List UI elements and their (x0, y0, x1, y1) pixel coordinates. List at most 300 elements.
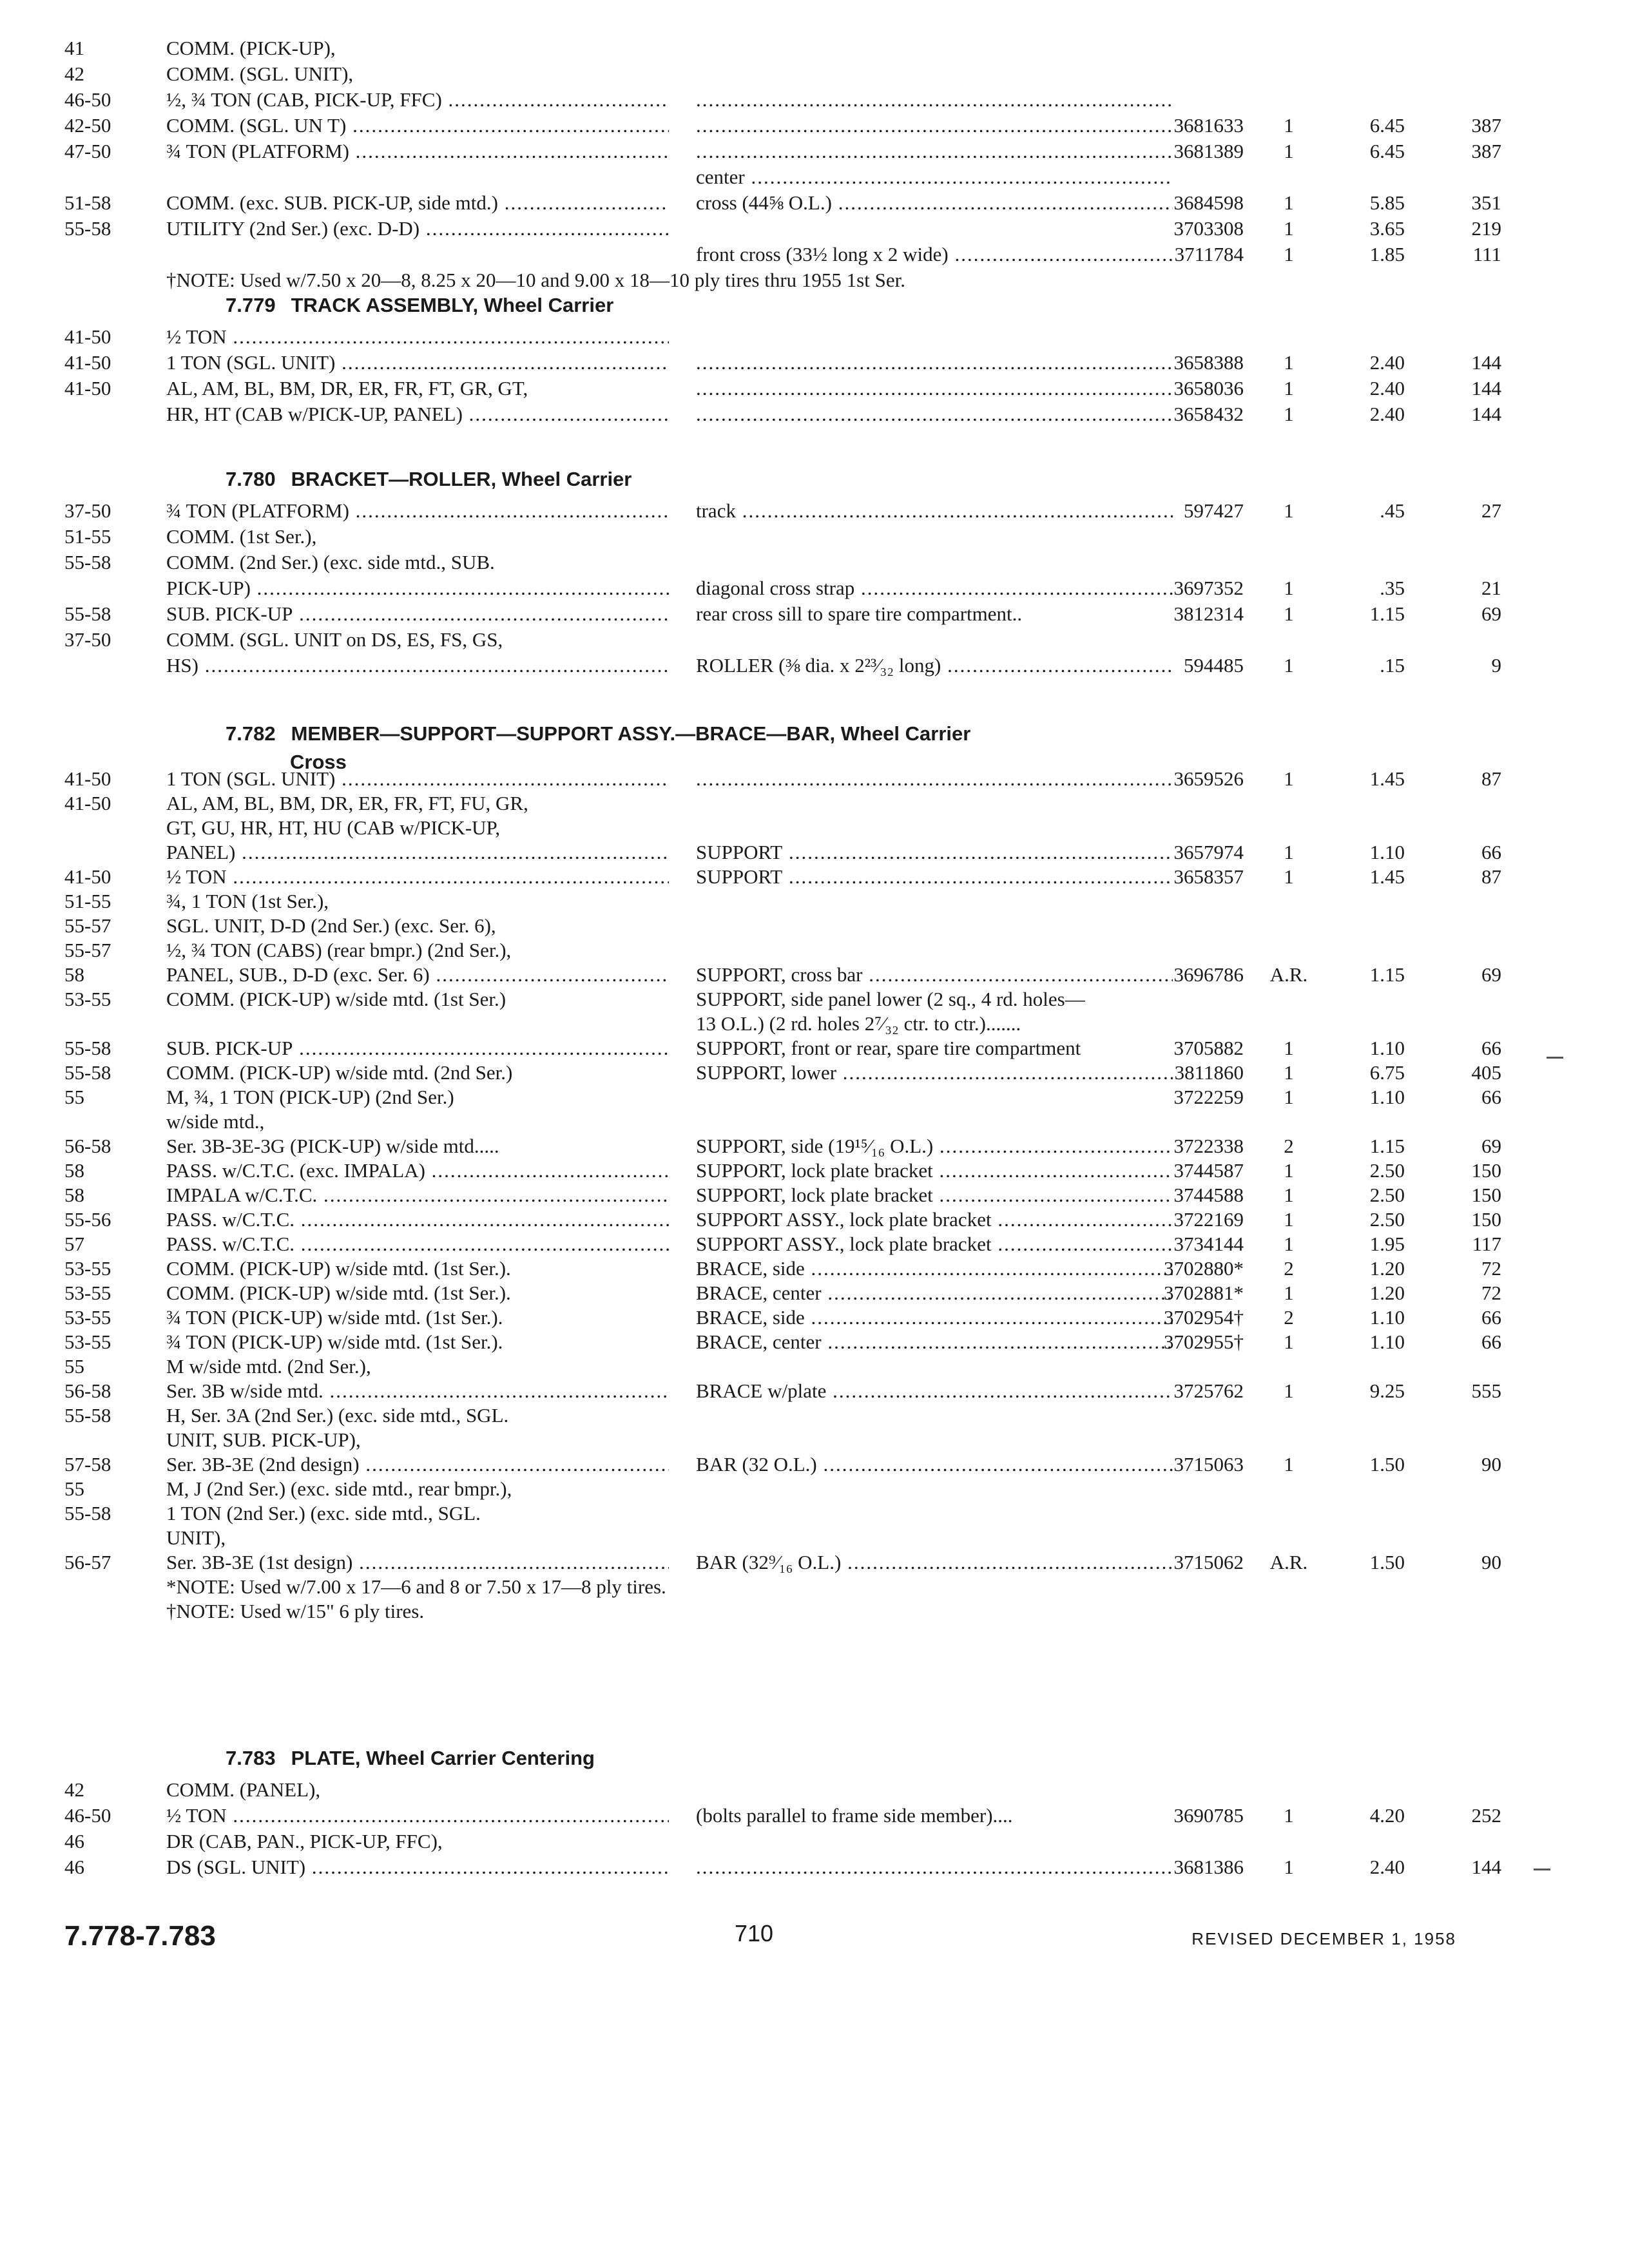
model-years (64, 524, 161, 550)
application-text: M w/side mtd. (2nd Ser.), (166, 1355, 371, 1378)
part-description (696, 1550, 1173, 1575)
price (1424, 1803, 1501, 1829)
price-text: 252 (1471, 1804, 1501, 1827)
quantity (1263, 1256, 1315, 1281)
price (1424, 575, 1501, 601)
price-text: 405 (1471, 1061, 1501, 1084)
part-row (64, 1330, 1501, 1354)
quantity (1263, 1232, 1315, 1256)
weight-text: 9.25 (1369, 1379, 1405, 1402)
application-text: COMM. (PICK-UP) w/side mtd. (1st Ser.). (166, 1282, 511, 1304)
price-text: 87 (1481, 865, 1501, 888)
weight-text: 1.10 (1369, 841, 1405, 863)
model-years (64, 1452, 161, 1477)
quantity-text: 1 (1284, 1282, 1294, 1304)
model-years-text: 51-55 (64, 525, 111, 548)
application-text: Ser. 3B-3E-3G (PICK-UP) w/side mtd..... (166, 1135, 499, 1157)
part-number-text: 3690785 (1173, 1804, 1244, 1827)
application-text: AL, AM, BL, BM, DR, ER, FR, FT, FU, GR, (166, 792, 528, 814)
part-row (64, 35, 1495, 61)
model-years-text: 55-57 (64, 914, 111, 937)
price-text: 87 (1481, 767, 1501, 790)
quantity-text: 1 (1284, 1331, 1294, 1353)
part-description (696, 164, 1173, 190)
model-years-text: 53-55 (64, 1306, 111, 1329)
part-description (696, 987, 1173, 1012)
model-years-text: 42-50 (64, 114, 111, 137)
part-row (64, 1477, 1495, 1501)
part-number (1121, 575, 1244, 601)
price-text: 90 (1481, 1551, 1501, 1573)
part-description (696, 1207, 1173, 1232)
leader-dots (335, 351, 669, 374)
price-text: 144 (1471, 403, 1501, 425)
part-row (64, 401, 1501, 427)
model-years (64, 550, 161, 575)
price (1424, 865, 1501, 889)
section-number: 7.779 (226, 294, 276, 316)
model-years-text: 57-58 (64, 1453, 111, 1475)
part-row (64, 1354, 1495, 1379)
part-number (1121, 139, 1244, 164)
application (166, 190, 669, 216)
application (166, 575, 669, 601)
leader-dots (198, 654, 669, 677)
part-row (64, 889, 1495, 914)
quantity (1263, 1854, 1315, 1880)
leader-dots (696, 377, 1173, 399)
price (1424, 1550, 1501, 1575)
model-years-text: 41-50 (64, 767, 111, 790)
quantity (1263, 216, 1315, 242)
part-description (696, 1232, 1173, 1256)
part-description (696, 1134, 1173, 1158)
quantity-text: 1 (1284, 1086, 1294, 1108)
part-description-text: SUPPORT, side panel lower (2 sq., 4 rd. holes— (696, 988, 1085, 1010)
quantity (1263, 601, 1315, 627)
part-row (64, 653, 1501, 678)
application (166, 498, 669, 524)
quantity (1263, 498, 1315, 524)
application (166, 401, 669, 427)
model-years (64, 61, 161, 87)
part-row (64, 139, 1501, 164)
quantity (1263, 1207, 1315, 1232)
part-number-text: 3705882 (1173, 1037, 1244, 1059)
part-description (696, 1452, 1173, 1477)
model-years-text: 41-50 (64, 377, 111, 399)
revised-date: REVISED DECEMBER 1, 1958 (1191, 1929, 1456, 1948)
leader-dots (817, 1453, 1173, 1475)
section-range: 7.778-7.783 (64, 1920, 216, 1952)
part-number-text: 3722259 (1173, 1086, 1244, 1108)
quantity-text: 1 (1284, 499, 1294, 522)
quantity (1263, 242, 1315, 267)
section-header (64, 287, 1495, 324)
quantity-text: 1 (1284, 1379, 1294, 1402)
part-description-text: BAR (32⁹⁄₁₆ O.L.) (696, 1551, 842, 1573)
model-years-text: 55-58 (64, 1502, 111, 1524)
model-years (64, 1330, 161, 1354)
model-years-text: 51-58 (64, 191, 111, 214)
price (1424, 1036, 1501, 1061)
leader-dots (430, 963, 669, 986)
application-text: 1 TON (2nd Ser.) (exc. side mtd., SGL. (166, 1502, 481, 1524)
part-row (64, 1036, 1501, 1061)
part-number-text: 3681389 (1173, 140, 1244, 162)
leader-dots (227, 325, 669, 348)
application-text: H, Ser. 3A (2nd Ser.) (exc. side mtd., SGL. (166, 1404, 509, 1427)
quantity (1263, 840, 1315, 865)
price-text: 117 (1472, 1233, 1501, 1255)
application-text: PASS. w/C.T.C. (exc. IMPALA) (166, 1159, 425, 1182)
part-number (1121, 1036, 1244, 1061)
weight (1334, 1061, 1405, 1085)
application-text: ¾, 1 TON (1st Ser.), (166, 890, 329, 912)
price-text: 66 (1481, 1306, 1501, 1329)
application (166, 1803, 669, 1829)
leader-dots (822, 1282, 1173, 1304)
price (1424, 498, 1501, 524)
application-text: w/side mtd., (166, 1110, 265, 1133)
part-number (1121, 1232, 1244, 1256)
model-years-text: 53-55 (64, 1282, 111, 1304)
model-years-text: 55-58 (64, 1404, 111, 1427)
model-years (64, 1158, 161, 1183)
model-years (64, 1854, 161, 1880)
part-description-text: SUPPORT, lock plate bracket (696, 1159, 933, 1182)
part-description (696, 1379, 1173, 1403)
quantity (1263, 1061, 1315, 1085)
part-number (1121, 1281, 1244, 1305)
model-years-text: 55-56 (64, 1208, 111, 1231)
leader-dots (696, 351, 1173, 374)
model-years (64, 87, 161, 113)
part-row (64, 1452, 1501, 1477)
part-description-text: center (696, 166, 745, 188)
quantity-text: 1 (1284, 577, 1294, 599)
model-years (64, 1777, 161, 1803)
leader-dots (425, 1159, 669, 1182)
quantity-text: 1 (1284, 114, 1294, 137)
weight (1334, 840, 1405, 865)
weight (1334, 1854, 1405, 1880)
weight-text: 1.50 (1369, 1551, 1405, 1573)
part-number-text: 3658388 (1173, 351, 1244, 374)
weight-text: 1.45 (1369, 865, 1405, 888)
weight (1334, 139, 1405, 164)
application (166, 1777, 669, 1803)
part-description (696, 575, 1173, 601)
weight-text: 2.50 (1369, 1208, 1405, 1231)
quantity-text: 2 (1284, 1306, 1294, 1329)
part-row (64, 865, 1501, 889)
application-text: ¾ TON (PLATFORM) (166, 140, 349, 162)
leader-dots (805, 1306, 1173, 1329)
part-description (696, 1012, 1173, 1036)
price (1424, 601, 1501, 627)
application-text: M, ¾, 1 TON (PICK-UP) (2nd Ser.) (166, 1086, 454, 1108)
leader-dots (696, 403, 1173, 425)
application (166, 350, 669, 376)
model-years-text: 42 (64, 62, 84, 85)
part-description-text: SUPPORT ASSY., lock plate bracket (696, 1208, 992, 1231)
application-text: COMM. (2nd Ser.) (exc. side mtd., SUB. (166, 551, 495, 573)
model-years-text: 37-50 (64, 628, 111, 651)
part-number (1121, 601, 1244, 627)
part-description (696, 1281, 1173, 1305)
quantity (1263, 767, 1315, 791)
application (166, 1452, 669, 1477)
part-description-text: SUPPORT ASSY., lock plate bracket (696, 1233, 992, 1255)
part-description (696, 139, 1173, 164)
model-years (64, 1550, 161, 1575)
price (1424, 350, 1501, 376)
quantity (1263, 575, 1315, 601)
application-text: ½ TON (166, 1804, 227, 1827)
weight (1334, 1134, 1405, 1158)
part-row (64, 87, 1495, 113)
application (166, 61, 669, 87)
application-text: GT, GU, HR, HT, HU (CAB w/PICK-UP, (166, 816, 501, 839)
part-number (1121, 653, 1244, 678)
part-description (696, 376, 1173, 401)
leader-dots (294, 1233, 669, 1255)
part-number (1121, 498, 1244, 524)
part-row (64, 791, 1495, 816)
application-text: COMM. (1st Ser.), (166, 525, 317, 548)
quantity-text: 1 (1284, 217, 1294, 240)
application (166, 914, 669, 938)
price (1424, 1134, 1501, 1158)
weight (1334, 1330, 1405, 1354)
part-description-text: rear cross sill to spare tire compartment.. (696, 602, 1023, 625)
leader-dots (317, 1184, 669, 1206)
part-number-text: 3702955† (1164, 1331, 1244, 1353)
application (166, 87, 669, 113)
price-text: 66 (1481, 1331, 1501, 1353)
price (1424, 1330, 1501, 1354)
section-header (64, 715, 1495, 773)
part-description-text: front cross (33½ long x 2 wide) (696, 243, 949, 265)
application (166, 816, 669, 840)
price-text: 144 (1471, 377, 1501, 399)
application (166, 113, 669, 139)
quantity (1263, 1158, 1315, 1183)
leader-dots (419, 217, 669, 240)
model-years (64, 1477, 161, 1501)
part-row (64, 190, 1501, 216)
note-line (64, 1599, 1495, 1624)
margin-mark (1547, 1057, 1563, 1059)
application (166, 1232, 669, 1256)
price (1424, 1183, 1501, 1207)
section-title: TRACK ASSEMBLY, Wheel Carrier (291, 294, 614, 316)
weight-text: 4.20 (1369, 1804, 1405, 1827)
application (166, 524, 669, 550)
leader-dots (696, 140, 1173, 162)
section-header (64, 1740, 1495, 1777)
weight (1334, 767, 1405, 791)
section-7-782 (64, 715, 1501, 1624)
part-row (64, 1428, 1495, 1452)
price (1424, 1085, 1501, 1110)
model-years (64, 1183, 161, 1207)
part-description-text: BRACE w/plate (696, 1379, 827, 1402)
part-row (64, 1803, 1501, 1829)
part-number (1121, 1134, 1244, 1158)
application-text: Ser. 3B-3E (1st design) (166, 1551, 353, 1573)
price (1424, 1256, 1501, 1281)
quantity (1263, 139, 1315, 164)
model-years (64, 324, 161, 350)
price (1424, 113, 1501, 139)
model-years (64, 601, 161, 627)
model-years (64, 376, 161, 401)
part-row (64, 767, 1501, 791)
application (166, 1403, 669, 1428)
quantity (1263, 376, 1315, 401)
weight-text: 1.10 (1369, 1331, 1405, 1353)
application-text: SUB. PICK-UP (166, 602, 293, 625)
page-footer (64, 1920, 1456, 1959)
application-text: PICK-UP) (166, 577, 251, 599)
price-text: 351 (1471, 191, 1501, 214)
part-description-text: BAR (32 O.L.) (696, 1453, 817, 1475)
model-years-text: 55-58 (64, 1061, 111, 1084)
price (1424, 767, 1501, 791)
price-text: 150 (1471, 1184, 1501, 1206)
part-description-text: cross (44⅝ O.L.) (696, 191, 832, 214)
quantity (1263, 1330, 1315, 1354)
application-text: ¾ TON (PICK-UP) w/side mtd. (1st Ser.). (166, 1331, 503, 1353)
weight (1334, 190, 1405, 216)
model-years (64, 1305, 161, 1330)
quantity-text: A.R. (1269, 1551, 1308, 1573)
part-number-text: 3715062 (1173, 1551, 1244, 1573)
weight-text: 1.15 (1369, 963, 1405, 986)
application-text: HR, HT (CAB w/PICK-UP, PANEL) (166, 403, 463, 425)
weight (1334, 653, 1405, 678)
application-text: ¾ TON (PLATFORM) (166, 499, 349, 522)
part-description (696, 113, 1173, 139)
part-description-text: track (696, 499, 736, 522)
weight-text: .15 (1380, 654, 1405, 677)
quantity-text: 1 (1284, 1804, 1294, 1827)
quantity (1263, 1036, 1315, 1061)
note-line (64, 1575, 1495, 1599)
part-number (1121, 1854, 1244, 1880)
section-title: BRACKET—ROLLER, Wheel Carrier (291, 468, 632, 490)
part-description-text: BRACE, side (696, 1257, 805, 1280)
part-number (1121, 1803, 1244, 1829)
part-number (1121, 1207, 1244, 1232)
part-row (64, 1854, 1501, 1880)
part-description-text: SUPPORT, front or rear, spare tire compartment (696, 1037, 1081, 1059)
part-description-text: SUPPORT (696, 865, 783, 888)
part-description (696, 840, 1173, 865)
leader-dots (293, 602, 669, 625)
leader-dots (352, 1551, 669, 1573)
part-row (64, 1232, 1501, 1256)
part-description (696, 963, 1173, 987)
quantity (1263, 1134, 1315, 1158)
weight-text: 1.45 (1369, 767, 1405, 790)
price (1424, 401, 1501, 427)
part-description (696, 1854, 1173, 1880)
model-years-text: 55 (64, 1086, 84, 1108)
part-number-text: 3812314 (1173, 602, 1244, 625)
weight (1334, 1085, 1405, 1110)
application-text: DR (CAB, PAN., PICK-UP, FFC), (166, 1830, 443, 1852)
leader-dots (293, 1037, 669, 1059)
model-years (64, 1134, 161, 1158)
price (1424, 1452, 1501, 1477)
application-text: COMM. (PICK-UP) w/side mtd. (2nd Ser.) (166, 1061, 513, 1084)
part-row (64, 1158, 1501, 1183)
quantity-text: 1 (1284, 140, 1294, 162)
part-number (1121, 1256, 1244, 1281)
part-description (696, 865, 1173, 889)
application-text: COMM. (PICK-UP), (166, 37, 336, 59)
application (166, 1036, 669, 1061)
part-row (64, 1061, 1501, 1085)
model-years-text: 37-50 (64, 499, 111, 522)
weight-text: 2.50 (1369, 1184, 1405, 1206)
application-text: HS) (166, 654, 198, 677)
section-title: MEMBER—SUPPORT—SUPPORT ASSY.—BRACE—BAR, Wheel Carrier (291, 722, 971, 745)
part-description (696, 1061, 1173, 1085)
part-description (696, 1256, 1173, 1281)
part-row (64, 1183, 1501, 1207)
quantity (1263, 865, 1315, 889)
model-years-text: 53-55 (64, 1331, 111, 1353)
part-number-text: 3711784 (1174, 243, 1244, 265)
weight-text: 6.45 (1369, 114, 1405, 137)
part-row (64, 524, 1495, 550)
weight-text: 2.40 (1369, 377, 1405, 399)
application (166, 1550, 669, 1575)
part-row (64, 627, 1495, 653)
application (166, 840, 669, 865)
part-row (64, 938, 1495, 963)
model-years-text: 56-58 (64, 1135, 111, 1157)
price-text: 144 (1471, 351, 1501, 374)
model-years (64, 350, 161, 376)
part-number-text: 594485 (1184, 654, 1244, 677)
model-years-text: 55-58 (64, 602, 111, 625)
application (166, 1134, 669, 1158)
model-years (64, 1256, 161, 1281)
application-text: Ser. 3B w/side mtd. (166, 1379, 323, 1402)
part-number-text: 3702881* (1164, 1282, 1244, 1304)
price-text: 150 (1471, 1208, 1501, 1231)
model-years (64, 791, 161, 816)
application (166, 1854, 669, 1880)
price-text: 69 (1481, 1135, 1501, 1157)
application-text: COMM. (PANEL), (166, 1778, 321, 1801)
application-text: ½ TON (166, 325, 227, 348)
model-years (64, 190, 161, 216)
application-text: COMM. (SGL. UNIT), (166, 62, 354, 85)
application-text: SGL. UNIT, D-D (2nd Ser.) (exc. Ser. 6), (166, 914, 496, 937)
model-years (64, 1232, 161, 1256)
part-row (64, 1550, 1501, 1575)
quantity (1263, 963, 1315, 987)
application (166, 1501, 669, 1526)
weight (1334, 1281, 1405, 1305)
part-description-text: BRACE, side (696, 1306, 805, 1329)
